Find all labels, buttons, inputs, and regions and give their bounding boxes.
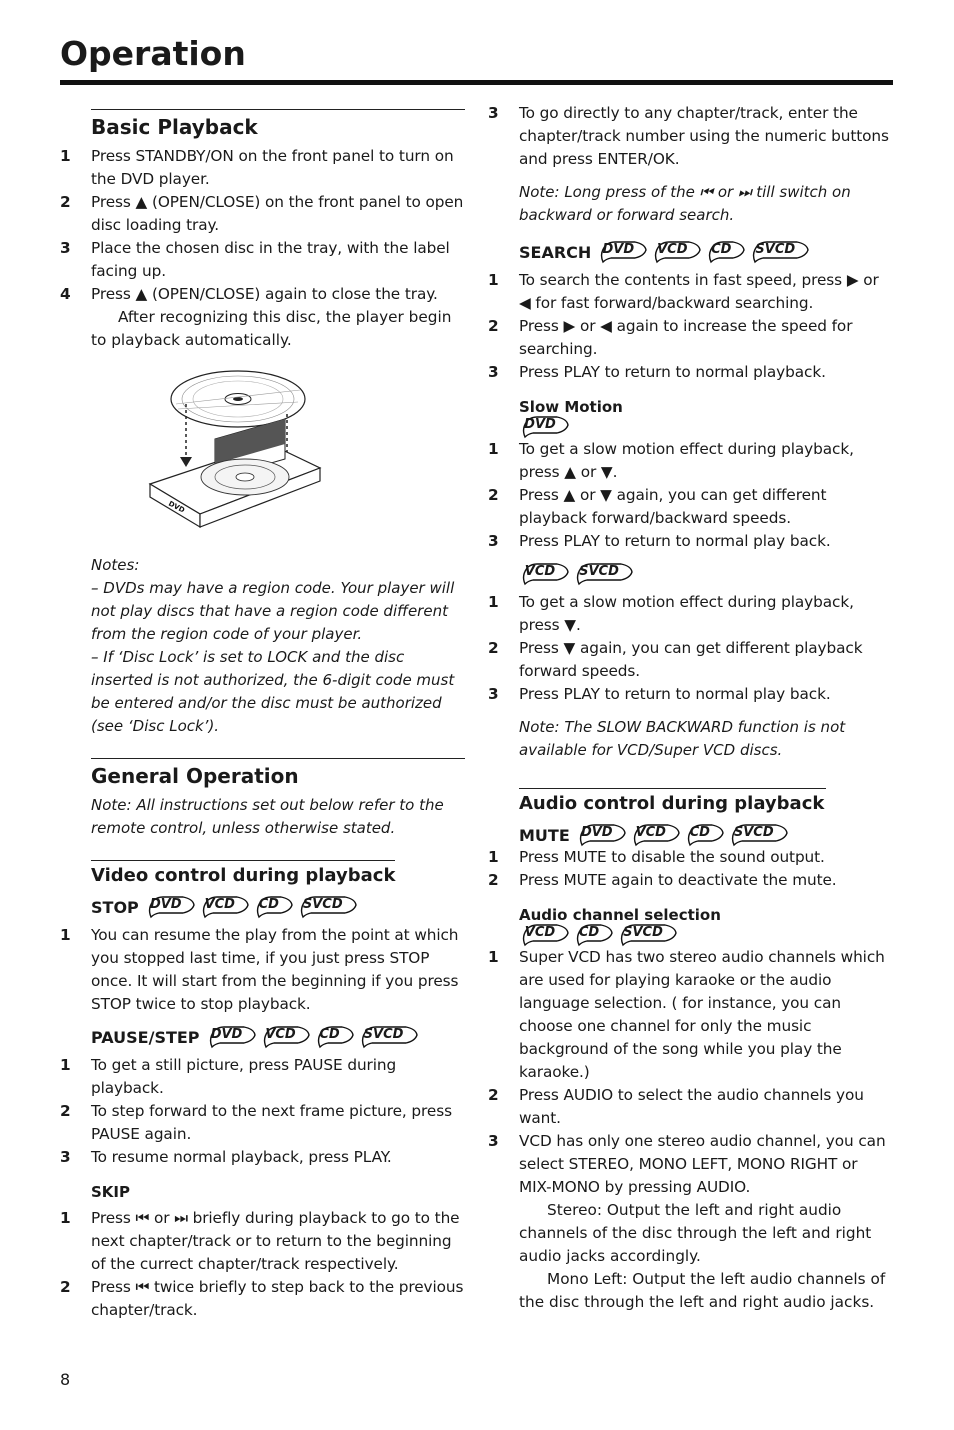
vcd-logo-icon: VCD: [519, 924, 571, 946]
disc-logos: [519, 924, 681, 946]
slow-motion-heading: Slow Motion: [519, 398, 623, 416]
disc-logos: [576, 824, 792, 846]
notes-label: Notes:: [91, 556, 140, 574]
pause-step-heading: PAUSE/STEP DVD VCD CD SVCD: [91, 1026, 465, 1048]
list-item: 4 Press ▲ (OPEN/CLOSE) again to close the tray.: [60, 285, 438, 303]
page-title: Operation: [60, 34, 246, 73]
audio-channel-heading: Audio channel selection: [519, 906, 721, 924]
list-item: 3 To go directly to any chapter/track, enter the chapter/track number using the numeric buttons and press ENTER/OK.: [488, 104, 889, 168]
list-item: 3 Press PLAY to return to normal play back.: [488, 532, 831, 550]
left-column: [60, 100, 465, 1322]
list-item: 1 Super VCD has two stereo audio channels which are used for playing karaoke or the audio language selection. ( for instance, you can choose one channel for only the music background of the song while you play the karaoke.): [488, 948, 885, 1081]
svcd-logo-icon: SVCD: [617, 924, 679, 946]
cd-logo-icon: CD: [314, 1026, 356, 1048]
disc-logos: [145, 896, 361, 918]
list-item: 1 Press ⏮ or ⏭ briefly during playback to go to the next chapter/track or to return to the beginning of the currect chapter/track respectively.: [60, 1209, 460, 1273]
list-item: 2 Press ▼ again, you can get different playback forward speeds.: [488, 639, 863, 680]
cd-logo-icon: CD: [253, 896, 295, 918]
disc-tray-illustration: [167, 364, 370, 544]
basic-steps: [60, 145, 465, 306]
right-column: [488, 102, 893, 1314]
list-item: 3 Place the chosen disc in the tray, with the label facing up.: [60, 239, 450, 280]
disc-logos: [597, 241, 813, 263]
skip-heading: SKIP: [91, 1183, 131, 1201]
vcd-logo-icon: VCD: [199, 896, 251, 918]
section-rule: [91, 758, 465, 759]
disc-logos: [206, 1026, 422, 1048]
title-rule: [60, 80, 893, 85]
list-item: 3 VCD has only one stereo audio channel, you can select STEREO, MONO LEFT, MONO RIGHT or MIX-MONO by pressing AUDIO.: [488, 1132, 886, 1196]
list-item: 2 Press ▲ (OPEN/CLOSE) on the front panel to open disc loading tray.: [60, 193, 464, 234]
cd-logo-icon: CD: [705, 241, 747, 263]
list-item: 1 To get a slow motion effect during playback, press ▼.: [488, 593, 854, 634]
vcd-logo-icon: VCD: [651, 241, 703, 263]
stereo-description: Stereo: Output the left and right audio channels of the disc through the left and right audio jacks accordingly.: [519, 1201, 872, 1265]
disc-lock-note: – If ‘Disc Lock’ is set to LOCK and the disc inserted is not authorized, the 6-digit code must be entered and/or the disc must be authorized (see ‘Disc Lock’).: [91, 648, 455, 735]
mono-left-description: Mono Left: Output the left audio channels of the disc through the left and right audio jacks.: [519, 1270, 886, 1311]
basic-followup: After recognizing this disc, the player begin to playback automatically.: [91, 308, 452, 349]
list-item: 1 You can resume the play from the point at which you stopped last time, if you just press STOP once. It will start from the beginning if you press STOP twice to stop playback.: [60, 926, 459, 1013]
list-item: 1 To get a slow motion effect during playback, press ▲ or ▼.: [488, 440, 854, 481]
list-item: 1 To get a still picture, press PAUSE during playback.: [60, 1056, 397, 1097]
stop-heading: STOP DVD VCD CD SVCD: [91, 896, 465, 918]
list-item: 1 Press MUTE to disable the sound output.: [488, 848, 825, 866]
list-item: 2 Press MUTE again to deactivate the mute.: [488, 871, 837, 889]
section-rule: [91, 109, 465, 110]
vcd-logo-icon: VCD: [519, 563, 571, 585]
search-heading: SEARCH DVD VCD CD SVCD: [519, 241, 893, 263]
list-item: 2 Press AUDIO to select the audio channels you want.: [488, 1086, 864, 1127]
slow-note: Note: The SLOW BACKWARD function is not available for VCD/Super VCD discs.: [519, 718, 846, 759]
list-item: 3 Press PLAY to return to normal playback.: [488, 363, 826, 381]
cd-logo-icon: CD: [684, 824, 726, 846]
list-item: 3 To resume normal playback, press PLAY.: [60, 1148, 392, 1166]
list-item: 1 Press STANDBY/ON on the front panel to turn on the DVD player.: [60, 147, 454, 188]
dvd-logo-icon: DVD: [597, 241, 649, 263]
dvd-logo-icon: DVD: [576, 824, 628, 846]
general-note: Note: All instructions set out below refer to the remote control, unless otherwise stated.: [91, 796, 444, 837]
basic-playback-heading: Basic Playback: [91, 115, 258, 139]
dvd-logo-icon: DVD: [206, 1026, 258, 1048]
skip-note: Note: Long press of the ⏮ or ⏭ till switch on backward or forward search.: [519, 183, 851, 224]
disc-logos: [519, 416, 573, 438]
disc-logos: [519, 563, 637, 585]
list-item: 2 Press ▶ or ◀ again to increase the speed for searching.: [488, 317, 853, 358]
list-item: 2 To step forward to the next frame picture, press PAUSE again.: [60, 1102, 452, 1143]
list-item: 1 To search the contents in fast speed, press ▶ or ◀ for fast forward/backward searching.: [488, 271, 879, 312]
audio-control-heading: Audio control during playback: [519, 793, 825, 814]
vcd-logo-icon: VCD: [260, 1026, 312, 1048]
general-operation-heading: General Operation: [91, 764, 299, 788]
svcd-logo-icon: SVCD: [749, 241, 811, 263]
tray-dvd-label: DVD: [167, 499, 186, 515]
svcd-logo-icon: SVCD: [573, 563, 635, 585]
section-rule: [519, 788, 826, 789]
section-rule: [91, 860, 395, 861]
vcd-logo-icon: VCD: [630, 824, 682, 846]
svcd-logo-icon: SVCD: [297, 896, 359, 918]
list-item: 3 Press PLAY to return to normal play back.: [488, 685, 831, 703]
list-item: 2 Press ⏮ twice briefly to step back to the previous chapter/track.: [60, 1278, 464, 1319]
page-number: 8: [60, 1370, 71, 1389]
list-item: 2 Press ▲ or ▼ again, you can get different playback forward/backward speeds.: [488, 486, 827, 527]
region-note: – DVDs may have a region code. Your player will not play discs that have a region code different from the region code of your player.: [91, 579, 455, 643]
dvd-logo-icon: DVD: [519, 416, 571, 438]
svcd-logo-icon: SVCD: [728, 824, 790, 846]
dvd-logo-icon: DVD: [145, 896, 197, 918]
mute-heading: MUTE DVD VCD CD SVCD: [519, 824, 893, 846]
svcd-logo-icon: SVCD: [358, 1026, 420, 1048]
video-control-heading: Video control during playback: [91, 865, 396, 886]
cd-logo-icon: CD: [573, 924, 615, 946]
